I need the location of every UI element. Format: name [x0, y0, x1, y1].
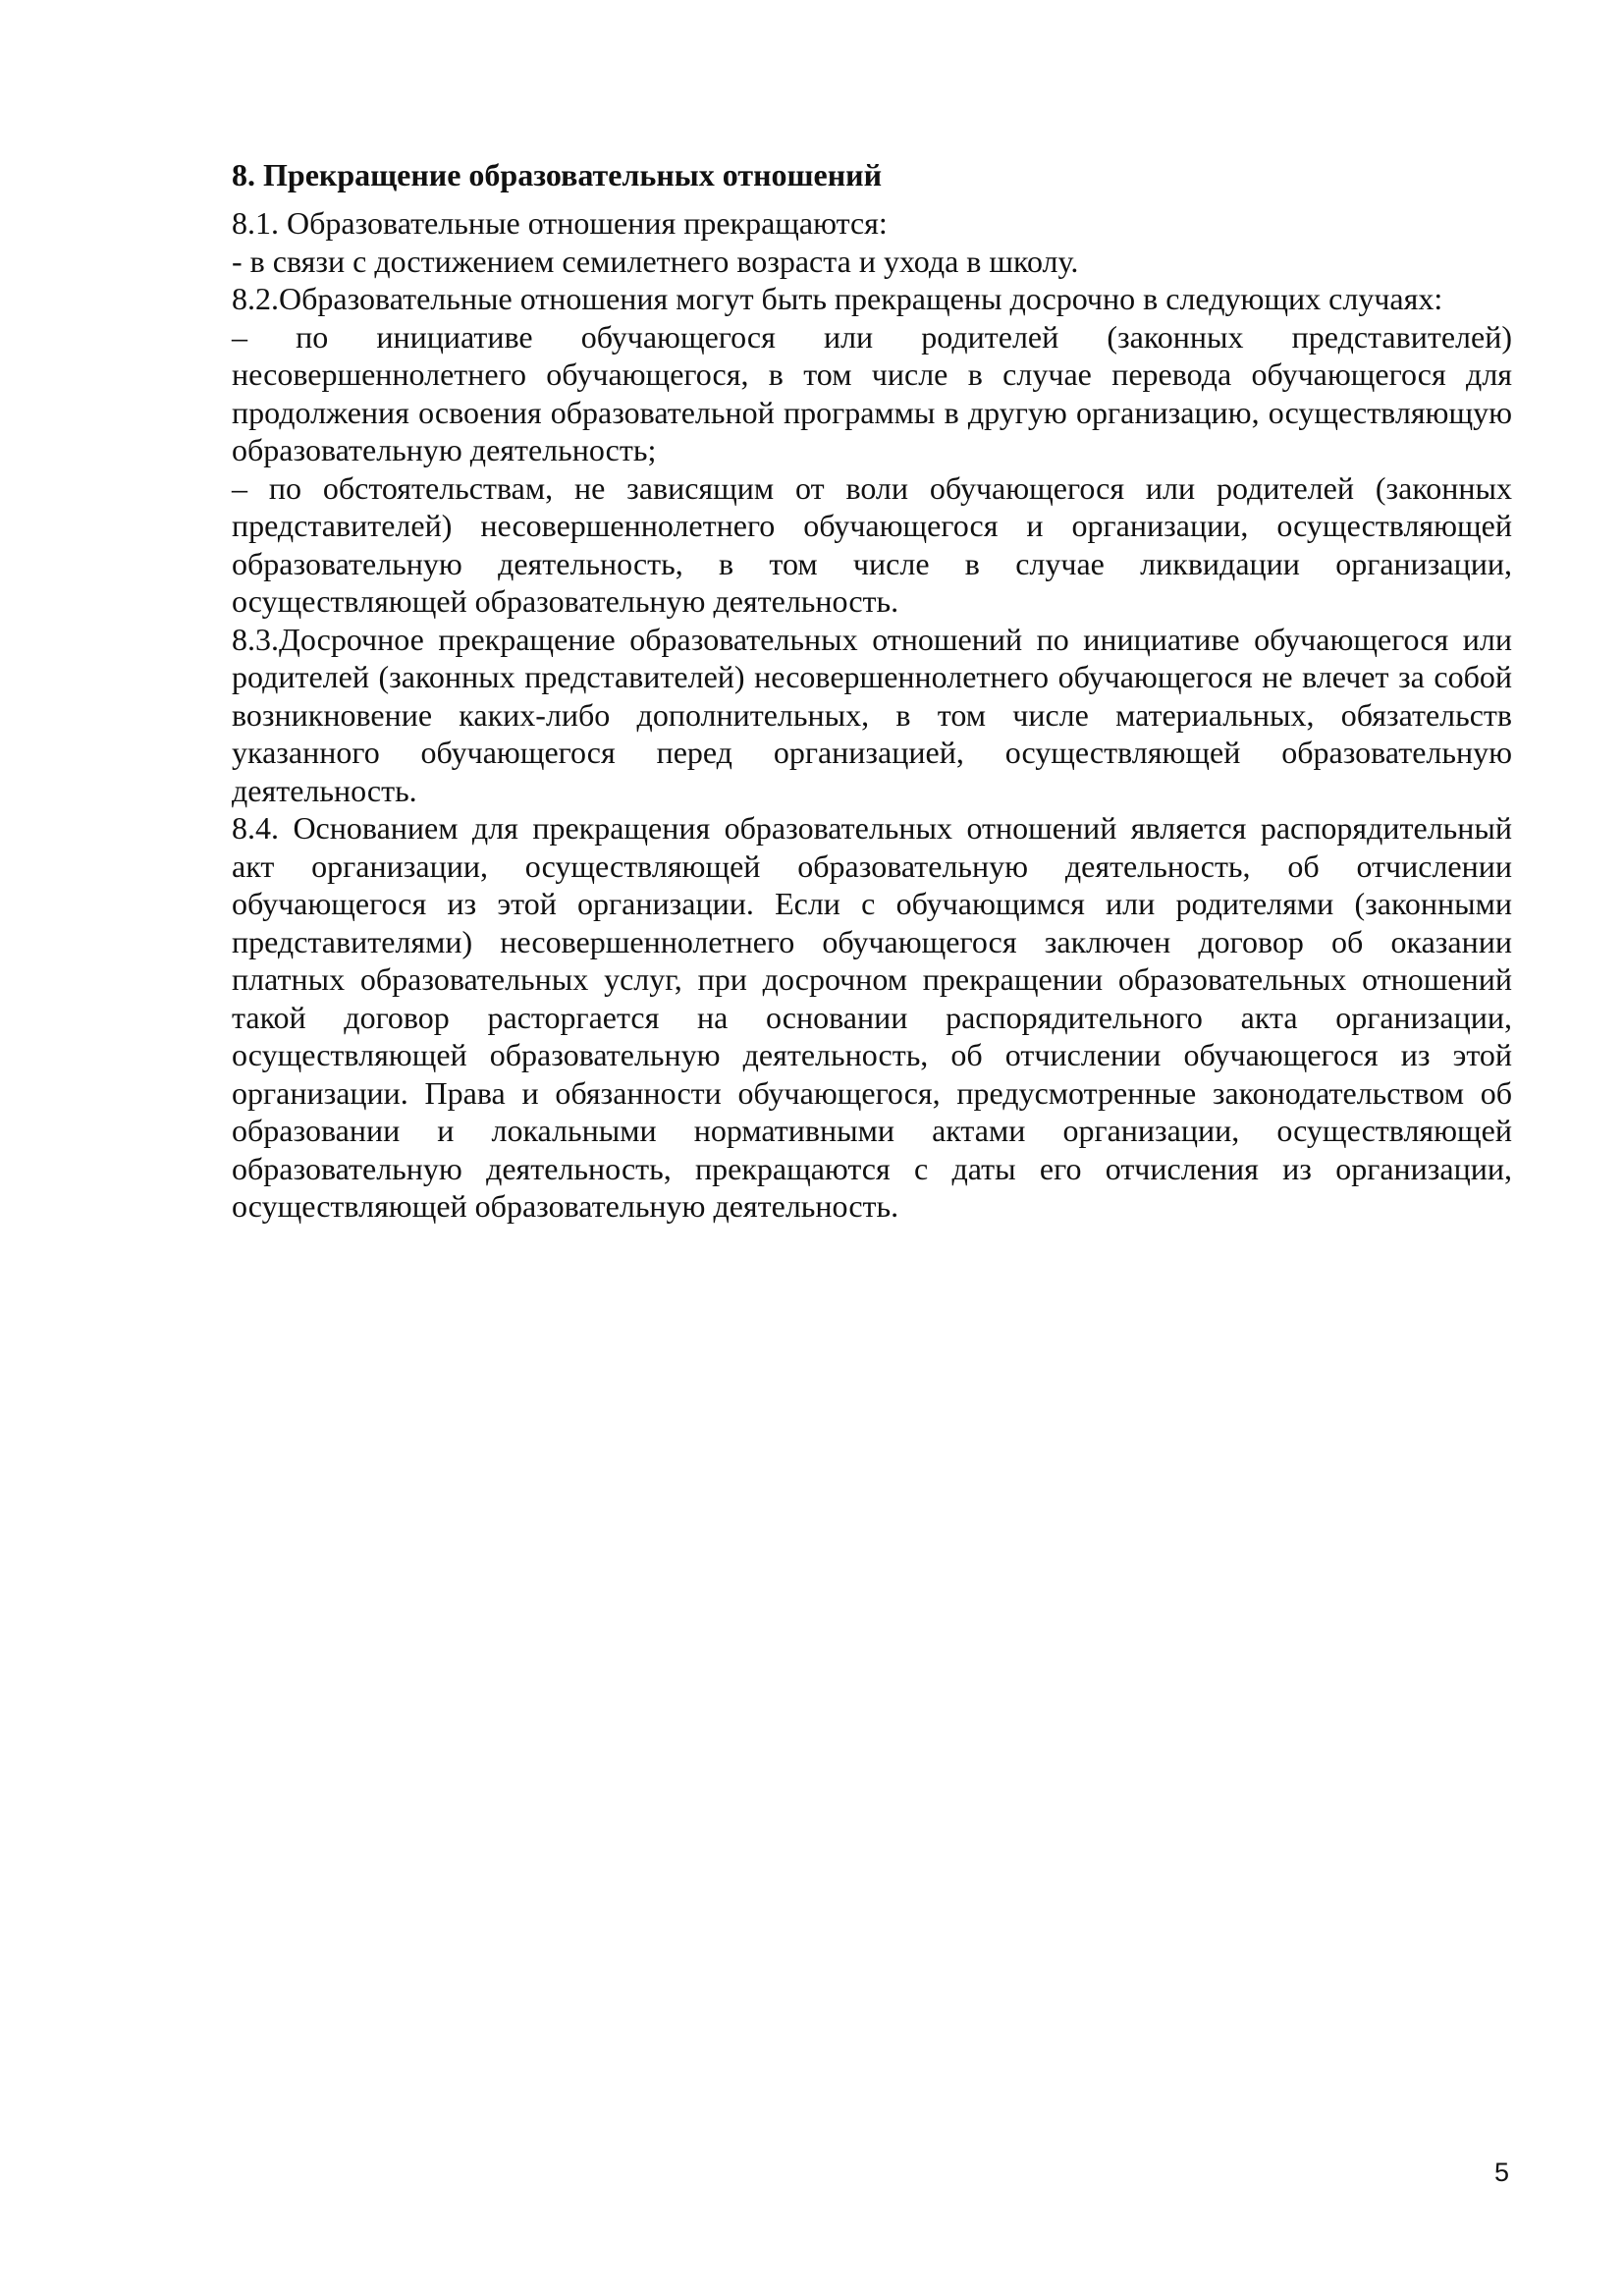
- paragraph-8-4: 8.4. Основанием для прекращения образовательных отношений является распорядительный акт организации, осуществляющей образовательную деятельность, об отчислении обучающегося из этой организации. Если с обучающимся или родителями (законными представителями) несовершеннолетнего обучающегося заключен договор об оказании платных образовательных услуг, при досрочном прекращении образовательных отношений такой договор расторгается на основании распорядительного акта организации, осуществляющей образовательную деятельность, об отчислении обучающегося из этой организации. Права и обязанности обучающегося, предусмотренные законодательством об образовании и локальными нормативными актами организации, осуществляющей образовательную деятельность, прекращаются с даты его отчисления из организации, осуществляющей образовательную деятельность.: [232, 810, 1512, 1224]
- paragraph-8-3: 8.3.Досрочное прекращение образовательных отношений по инициативе обучающегося или родителей (законных представителей) несовершеннолетнего обучающегося не влечет за собой возникновение каких-либо дополнительных, в том числе материальных, обязательств указанного обучающегося перед организацией, осуществляющей образовательную деятельность.: [232, 621, 1512, 808]
- section-heading: 8. Прекращение образовательных отношений: [232, 157, 883, 192]
- paragraph-8-1: 8.1. Образовательные отношения прекращаются:: [232, 205, 888, 241]
- paragraph-8-1-item: - в связи с достижением семилетнего возраста и ухода в школу.: [232, 243, 1079, 279]
- paragraph-8-2-item-1: – по инициативе обучающегося или родителей (законных представителей) несовершеннолетнего обучающегося, в том числе в случае перевода обучающегося для продолжения освоения образовательной программы в другую организацию, осуществляющую образовательную деятельность;: [232, 318, 1512, 467]
- page-number: 5: [1494, 2158, 1510, 2187]
- paragraph-8-2: 8.2.Образовательные отношения могут быть прекращены досрочно в следующих случаях:: [232, 281, 1443, 316]
- paragraph-8-2-item-2: – по обстоятельствам, не зависящим от воли обучающегося или родителей (законных представителей) несовершеннолетнего обучающегося и организации, осуществляющей образовательную деятельность, в том числе в случае ликвидации организации, осуществляющей образовательную деятельность.: [232, 469, 1512, 619]
- document-content: [232, 155, 1512, 1226]
